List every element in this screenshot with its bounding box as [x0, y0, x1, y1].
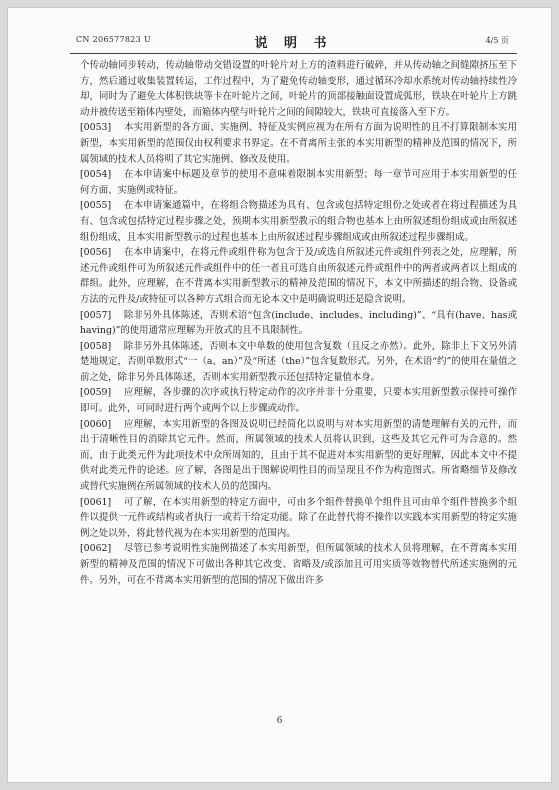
paragraph-number: [0056]	[80, 247, 112, 259]
paragraph-number: [0057]	[80, 309, 112, 321]
paragraph	[80, 120, 517, 167]
description-body	[80, 58, 517, 588]
paragraph-text: 在本申请案通篇中，在将组合物描述为具有、包含或包括特定组份之处或者在将过程描述为具有、包含或包括特定过程步骤之处，预期本实用新型教示的组合物也基本上由所叙述组份组成或由所叙述组份组成，且本实用新型教示的过程也基本上由所叙述过程步骤组成或由所叙述过程步骤组成。	[80, 200, 517, 243]
paragraph	[80, 245, 517, 307]
document-title: 说 明 书	[254, 36, 333, 51]
paragraph	[80, 417, 517, 495]
page-of-count: 4/5 页	[485, 36, 509, 45]
paragraph-text: 应理解，本实用新型的各图及说明已经简化以说明与对本实用新型的清楚理解有关的元件，而出于清晰性目的消除其它元件。然而，所属领域的技术人员将认识到，这些及其它元件可为合意的。然而，由于此类元件为此项技术中众所周知的，且由于其不促进对本实用新型的更好理解，因此本文中不提供对此类元件的论述。应了解，各图是出于图解说明性目的而呈现且不作为构造图式。所省略细节及修改或替代实施例在所属领域的技术人员的范围内。	[80, 418, 517, 493]
paragraph-number: [0062]	[80, 543, 112, 555]
page-number: 6	[276, 716, 283, 726]
paragraph-list	[80, 120, 517, 588]
paragraph-text: 除非另外具体陈述，否则术语“包含(include、includes、including)”、“具有(have、has或having)”的使用通常应理解为开放式的且不具限制性。	[80, 309, 517, 337]
paragraph-number: [0054]	[80, 169, 112, 181]
paragraph-number: [0053]	[80, 122, 112, 134]
paragraph-text: 在本申请案中标题及章节的使用不意味着限制本实用新型；每一章节可应用于本实用新型的任何方面、实施例或特征。	[80, 169, 517, 196]
continuation-text: 个传动轴同步转动，传动轴带动交错设置的叶轮片对上方的渣料进行破碎，并从传动轴之间缝隙挤压至下方，然后通过收集装置转运，工作过程中，为了避免传动轴变形，通过循环冷却水系统对传动轴持续性冷却，同时为了避免大体积铁块等卡在叶轮片之间，叶轮片的顶部接触面设置成弧形，铁块在叶轮片上方跳动并被传送至箱体内壁处，而箱体内壁与叶轮片之间的间隙较大，铁块可直接落入至下方。	[80, 60, 517, 118]
paragraph-number: [0060]	[80, 418, 112, 430]
paragraph-text: 应理解，各步骤的次序或执行特定动作的次序并非十分重要，只要本实用新型教示保持可操作即可。此外，可同时进行两个或两个以上步骤或动作。	[80, 387, 517, 415]
paragraph	[80, 167, 517, 198]
paragraph-number: [0055]	[80, 200, 112, 212]
publication-number: CN 206577823 U	[76, 35, 151, 44]
paragraph-text: 可了解，在本实用新型的特定方面中，可由多个组件替换单个组件且可由单个组件替换多个组件以提供一元件或结构或者执行一或若干给定功能。除了在此替代将不操作以实践本实用新型的特定实施例之处以外，将此替代视为在本实用新型的范围内。	[80, 496, 517, 539]
paragraph-text: 在本申请案中，在将元件或组件称为包含于及/或选自所叙述元件或组件列表之处，应理解，所述元件或组件可为所叙述元件或组件中的任一者且可选自由所叙述元件或组件中的两者或两者以上组成的群组。此外，应理解，在不背离本实用新型教示的精神及范围的情况下，本文中所描述的组合物、设备或方法的元件及/或特征可以各种方式组合而无论本文中是明确说明还是隐含说明。	[80, 247, 517, 305]
paragraph	[80, 308, 517, 339]
paragraph-number: [0061]	[80, 496, 112, 508]
document-page	[8, 8, 551, 782]
header-divider	[70, 53, 517, 54]
page-header	[70, 34, 517, 50]
paragraph-number: [0059]	[80, 387, 112, 399]
paragraph-text: 尽管已参考说明性实施例描述了本实用新型，但所属领域的技术人员将理解，在不背离本实用新型的精神及范围的情况下可做出各种其它改变、省略及/或添加且可用实质等效物替代所述实施例的元件。另外，可在不背离本实用新型的范围的情况下做出许多	[80, 543, 517, 586]
paragraph	[80, 339, 517, 386]
paragraph	[80, 198, 517, 245]
paragraph	[80, 385, 517, 416]
paragraph-text: 本实用新型的各方面、实施例、特征及实例应视为在所有方面为说明性的且不打算限制本实用新型，本实用新型的范围仅由权利要求书界定。在不背离所主张的本实用新型的精神及范围的情况下，所属领域的技术人员将明了其它实施例、修改及使用。	[80, 122, 517, 165]
paragraph	[80, 541, 517, 588]
paragraph-text: 除非另外具体陈述，否则本文中单数的使用包含复数（且反之亦然）。此外，除非上下文另外清楚地规定，否则单数形式“一（a、an）”及“所述（the）”包含复数形式。另外，在术语“约”的使用在量值之前之处，除非另外具体陈述，否则本实用新型教示还包括特定量值本身。	[80, 340, 517, 383]
paragraph-number: [0058]	[80, 340, 112, 352]
paragraph	[80, 495, 517, 542]
